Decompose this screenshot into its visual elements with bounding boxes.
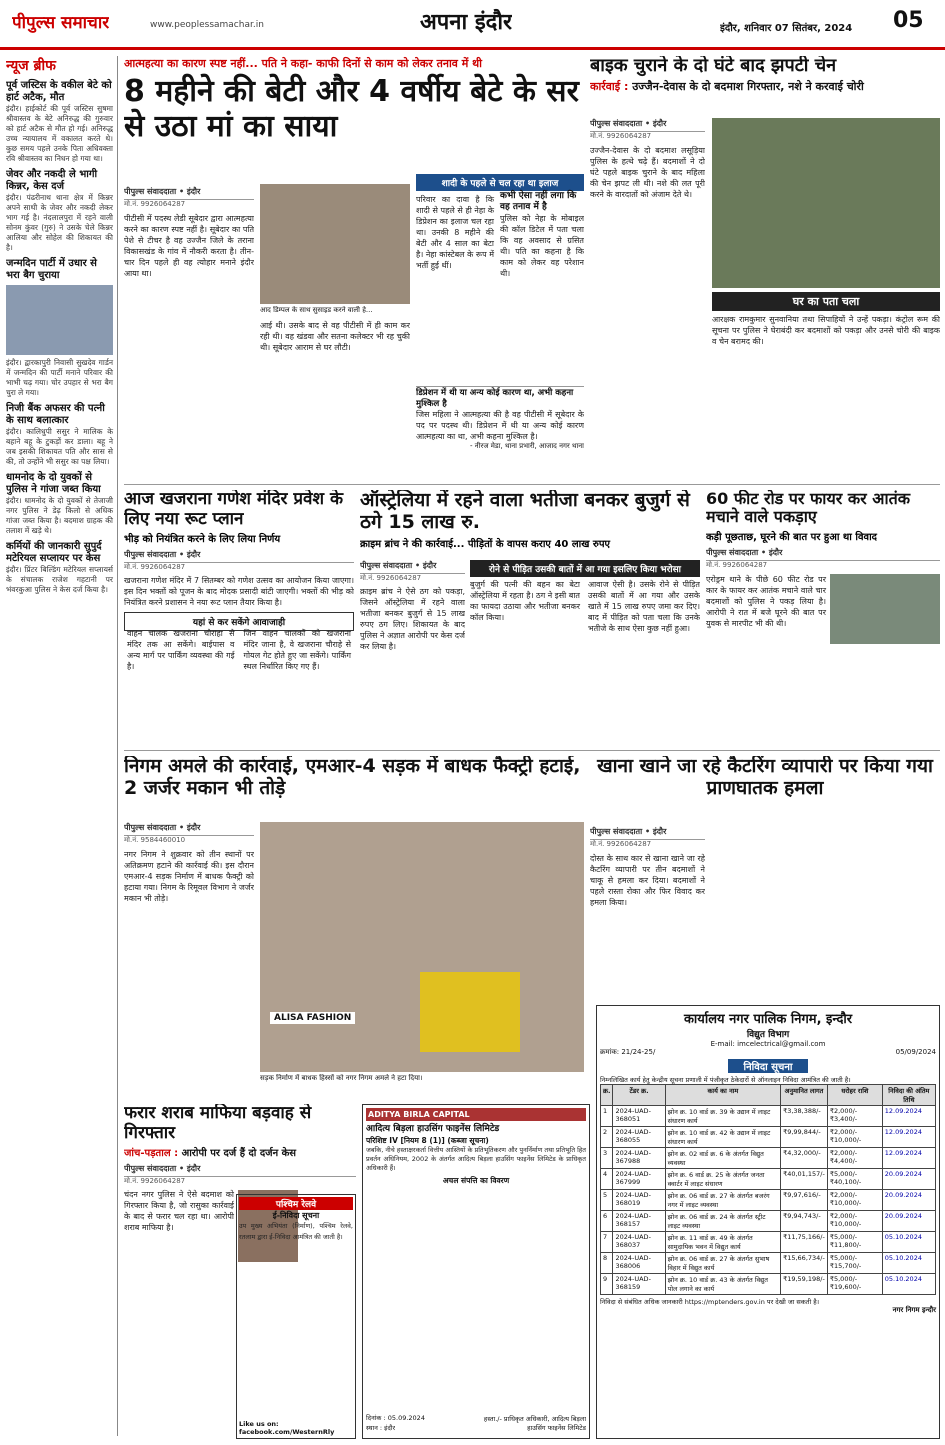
table-cell: 2024-UAD-367988 bbox=[613, 1148, 665, 1169]
tender-ref: क्रमांक: 21/24-25/ bbox=[600, 1048, 656, 1056]
newspaper-logo: पीपुल्स समाचार bbox=[12, 13, 110, 33]
ad-title: कार्यालय नगर पालिक निगम, इन्दौर bbox=[683, 1012, 853, 1027]
column-header: टेंडर क्र. bbox=[613, 1085, 665, 1106]
table-cell: झोन क्र. 11 वार्ड क्र. 49 के अंतर्गत सामुदायिक भवन में विद्युत कार्य bbox=[665, 1232, 780, 1253]
box-title: रोने से पीड़ित उसकी बातों में आ गया इसलिए किया भरोसा bbox=[470, 560, 700, 577]
ad-body: उप मुख्य अभियंता (निर्माण), पश्चिम रेलवे, रतलाम द्वारा ई-निविदा आमंत्रित की जाती है। bbox=[239, 1222, 353, 1241]
table-cell: 05.10.2024 bbox=[882, 1253, 935, 1274]
masthead bbox=[0, 0, 945, 50]
brief-heading: धामनोद के दो युवकों से पुलिस ने गांजा जब्त किया bbox=[6, 472, 101, 495]
aditya-birla-ad bbox=[362, 1104, 590, 1439]
brief-text: इंदौर। प्रिंटर बिल्डिंग मटेरियल सप्लायर्स के संचालक राजेश गहटानी पर भंवरकुआ पुलिस ने केस दर्ज किया है। bbox=[6, 565, 113, 594]
tender-sign: नगर निगम इन्दौर bbox=[892, 1306, 936, 1314]
table-cell: ₹15,66,734/- bbox=[781, 1253, 828, 1274]
table-cell: 5 bbox=[601, 1190, 613, 1211]
brief-item bbox=[6, 80, 113, 164]
story-mobile: मो.नं. 9926064287 bbox=[124, 563, 186, 572]
table-cell: 12.09.2024 bbox=[882, 1148, 935, 1169]
story-photo bbox=[260, 184, 410, 304]
box-title: शादी के पहले से चल रहा था इलाज bbox=[416, 174, 584, 191]
table-cell: 2 bbox=[601, 1127, 613, 1148]
story-headline: 8 महीने की बेटी और 4 वर्षीय बेटे के सर से उठा मां का साया bbox=[124, 74, 579, 144]
table-cell: 6 bbox=[601, 1211, 613, 1232]
table-cell: 2024-UAD-368019 bbox=[613, 1190, 665, 1211]
story-suicide bbox=[124, 56, 584, 480]
story-byline: पीपुल्स संवाददाता • इंदौर bbox=[360, 560, 465, 574]
table-cell: झोन क्र. 02 वार्ड क्र. 6 के अंतर्गत विद्युत व्यवस्था bbox=[665, 1148, 780, 1169]
story-body: एरोड्रम थाने के पीछे 60 फीट रोड पर कार के फायर कर आतंक मचाने वाले चार बदमाशों को पुलिस ने पकड़ लिया है। आरोपी ने रात में बजे घूरने की बात पर युवक से मारपीट भी की थी। bbox=[706, 574, 826, 628]
brief-text: इंदौर। पंढरीनाथ थाना क्षेत्र में किन्नर अपने साथी के जेवर और नकदी लेकर भाग गई है। नंदलालपुरा में रहने वाली सोनम कुंवर (गुरु) ने उसके चेले किन्नर आलिया और सोहेल की शिकायत की है। bbox=[6, 193, 113, 252]
website-url[interactable]: www.peoplessamachar.in bbox=[150, 20, 264, 30]
table-row bbox=[601, 1169, 936, 1190]
story-body: क्राइम ब्रांच ने ऐसे ठग को पकड़ा, जिसने ऑस्ट्रेलिया में रहने वाला भतीजा बनकर बुजुर्ग से 15 लाख रुपए ठग लिए। शिकायत के बाद पुलिस ने अज्ञात आरोपी पर केस दर्ज कर लिया है। bbox=[360, 587, 465, 651]
table-row bbox=[601, 1232, 936, 1253]
notice-title: परिशिष्ट IV [नियम 8 (1)] (कब्जा सूचना) bbox=[366, 1136, 489, 1145]
story-mobile: मो.नं. 9926064287 bbox=[590, 132, 652, 140]
table-cell: ₹5,000/- ₹40,100/- bbox=[827, 1169, 882, 1190]
table-cell: 3 bbox=[601, 1148, 613, 1169]
tender-title: निविदा सूचना bbox=[728, 1059, 808, 1073]
table-cell: 12.09.2024 bbox=[882, 1127, 935, 1148]
table-cell: 1 bbox=[601, 1106, 613, 1127]
shop-sign: ALISA FASHION bbox=[270, 1012, 355, 1024]
brief-item bbox=[6, 403, 113, 467]
story-sub: भीड़ को नियंत्रित करने के लिए लिया निर्णय bbox=[124, 534, 281, 546]
quote-author: - नीरज मेडा, थाना प्रभारी, आजाद नगर थाना bbox=[470, 442, 584, 450]
table-cell: झोन क्र. 10 वार्ड क्र. 39 के उद्यान में लाइट संधारण कार्य bbox=[665, 1106, 780, 1127]
caption-text: आरक्षक रामकुमार सुनवानिया तथा सिपाहियों ने उन्हें पकड़ा। कंट्रोल रूम की सूचना पर पुलिस ने घेराबंदी कर बदमाशों को पकड़ा और उनसे चोरी की बाइक व चेन बरामद की। bbox=[712, 315, 940, 346]
table-cell: 05.10.2024 bbox=[882, 1232, 935, 1253]
table-cell: ₹9,94,743/- bbox=[781, 1211, 828, 1232]
story-mobile: मो.नं. 9926064287 bbox=[706, 560, 768, 569]
table-cell: ₹40,01,157/- bbox=[781, 1169, 828, 1190]
story-kicker: उज्जैन-देवास के दो बदमाश गिरफ्तार, नशे ने करवाई चोरी bbox=[632, 79, 864, 93]
table-cell: 20.09.2024 bbox=[882, 1190, 935, 1211]
story-body: चंदन नगर पुलिस ने ऐसे बदमाश को गिरफ्तार किया है, जो रासुका कार्रवाई के बाद से फरार चल रहा था। आरोपी शराब माफिया है। bbox=[124, 1190, 234, 1233]
story-byline: पीपुल्स संवाददाता • इंदौर bbox=[124, 822, 254, 836]
table-row bbox=[601, 1190, 936, 1211]
story-byline: पीपुल्स संवाददाता • इंदौर bbox=[590, 118, 705, 132]
story-byline: पीपुल्स संवाददाता • इंदौर bbox=[124, 1163, 356, 1177]
brief-heading: निजी बैंक अफसर की पत्नी के साथ बलात्कार bbox=[6, 403, 105, 426]
railway-ad bbox=[236, 1194, 356, 1439]
edition-date: इंदौर, शनिवार 07 सितंबर, 2024 bbox=[720, 23, 853, 34]
column-header: क्र. bbox=[601, 1085, 613, 1106]
brief-text: इंदौर। कालिधुपी ससुर ने मालिक के बहाने बहू के टुकड़ों कर डाला। बहू ने जब इसकी शिकायत पति और सास से की, तो उन्होंने भी ससुर का पक्ष लिया। bbox=[6, 427, 113, 466]
kicker-label: कार्रवाई : bbox=[590, 79, 629, 93]
story-body: नगर निगम ने शुक्रवार को तीन स्थानों पर अतिक्रमण हटाने की कार्रवाई की। इस दौरान एमआर-4 सड़क निर्माण में बाधक फैक्ट्री को हटाया गया। निगम के रिमूवल विभाग ने जर्जर मकान भी तोड़े। bbox=[124, 850, 254, 903]
table-cell: ₹19,59,198/- bbox=[781, 1274, 828, 1295]
story-sub: आरोपी पर दर्ज हैं दो दर्जन केस bbox=[181, 1148, 297, 1160]
table-cell: 9 bbox=[601, 1274, 613, 1295]
story-byline: पीपुल्स संवाददाता • इंदौर bbox=[124, 186, 254, 200]
brief-item bbox=[6, 258, 113, 398]
story-headline: 60 फीट रोड पर फायर कर आतंक मचाने वाले पकड़ाए bbox=[706, 490, 911, 527]
quote-text: जिस महिला ने आत्महत्या की है वह पीटीसी में सूबेदार के पद पर पदस्थ थी। डिप्रेशन में थी या अन्य कोई कारण आत्महत्या का था, अभी कहना मुश्किल है। bbox=[416, 410, 584, 441]
table-cell: 20.09.2024 bbox=[882, 1211, 935, 1232]
brief-item bbox=[6, 472, 113, 536]
story-byline: पीपुल्स संवाददाता • इंदौर bbox=[706, 547, 940, 561]
divider bbox=[124, 484, 940, 485]
story-photo bbox=[830, 574, 940, 644]
table-cell: 2024-UAD-367999 bbox=[613, 1169, 665, 1190]
story-body: खजराना गणेश मंदिर में 7 सितम्बर को गणेश उत्सव का आयोजन किया जाएगा। इस दिन भक्तों को पूजन के बाद मोदक प्रसादी बांटी जाएगी। भक्तों की भीड़ को नियंत्रित करने प्रशासन ने नया रूट प्लान तैयार किया है। bbox=[124, 576, 354, 608]
table-cell: झोन क्र. 10 वार्ड क्र. 43 के अंतर्गत विद्युत पोल लगाने का कार्य bbox=[665, 1274, 780, 1295]
brief-photo bbox=[6, 285, 113, 355]
brief-heading: जेवर और नकदी ले भागी किन्नर, केस दर्ज bbox=[6, 169, 98, 192]
table-row bbox=[601, 1274, 936, 1295]
table-cell: ₹2,000/- ₹10,000/- bbox=[827, 1211, 882, 1232]
column-header: निविदा की अंतिम तिथि bbox=[882, 1085, 935, 1106]
table-row bbox=[601, 1148, 936, 1169]
table-cell: 4 bbox=[601, 1169, 613, 1190]
table-cell: ₹2,000/- ₹3,400/- bbox=[827, 1106, 882, 1127]
section-title: अपना इंदौर bbox=[420, 10, 513, 35]
story-nagar-nigam bbox=[124, 756, 584, 1096]
story-catering-attack bbox=[590, 756, 940, 1001]
box-title: यहां से कर सकेंगे आवाजाही bbox=[192, 618, 286, 629]
ad-company: आदित्य बिड़ला हाउसिंग फाइनेंस लिमिटेड bbox=[366, 1124, 500, 1134]
table-cell: ₹5,000/- ₹11,800/- bbox=[827, 1232, 882, 1253]
table-cell: ₹9,99,844/- bbox=[781, 1127, 828, 1148]
brief-heading: पूर्व जस्टिस के वकील बेटे को हार्ट अटैक, मौत bbox=[6, 80, 112, 103]
story-byline: पीपुल्स संवाददाता • इंदौर bbox=[124, 549, 354, 563]
story-mobile: मो.नं. 9584460010 bbox=[124, 836, 186, 844]
table-cell: 2024-UAD-368037 bbox=[613, 1232, 665, 1253]
table-cell: ₹5,000/- ₹19,600/- bbox=[827, 1274, 882, 1295]
table-cell: 2024-UAD-368055 bbox=[613, 1127, 665, 1148]
photo-caption: आद डिम्पल के साथ सुसाइड करने वाली हे... bbox=[260, 306, 373, 314]
story-mobile: मो.नं. 9926064287 bbox=[360, 574, 422, 582]
table-cell: ₹2,000/- ₹10,000/- bbox=[827, 1127, 882, 1148]
table-cell: ₹5,000/- ₹15,700/- bbox=[827, 1253, 882, 1274]
notice-date: दिनांक : 05.09.2024 bbox=[366, 1414, 425, 1422]
table-row bbox=[601, 1127, 936, 1148]
tender-date: 05/09/2024 bbox=[895, 1048, 936, 1056]
tender-table-body bbox=[601, 1106, 936, 1295]
story-mobile: मो.नं. 9926064287 bbox=[124, 200, 186, 208]
nagar-nigam-tender-ad bbox=[596, 1005, 940, 1439]
brief-text: इंदौर। धामनोद के दो युवकों से तेजाजी नगर पुलिस ने डेढ़ किलो से अधिक गांजा जब्त किया है। बदमाश ग्राहक की तलाश में खड़े थे। bbox=[6, 496, 113, 535]
table-cell: झोन क्र. 06 वार्ड क्र. 27 के अंतर्गत सुभाष विहार में विद्युत कार्य bbox=[665, 1253, 780, 1274]
ad-brand: ADITYA BIRLA CAPITAL bbox=[366, 1108, 586, 1121]
table-cell: ₹2,000/- ₹10,000/- bbox=[827, 1190, 882, 1211]
sidebar-title: न्यूज ब्रीफ bbox=[6, 58, 56, 74]
bulldozer bbox=[420, 972, 520, 1052]
quote-title: डिप्रेशन में थी या अन्य कोई कारण था, अभी कहना मुश्किल है bbox=[416, 388, 574, 409]
story-chain-snatch bbox=[590, 56, 940, 480]
brief-heading: कर्मियों की जानकारी सुपुर्द मटेरियल सप्लायर पर केस bbox=[6, 541, 102, 564]
table-cell: 05.10.2024 bbox=[882, 1274, 935, 1295]
story-mobile: मो.नं. 9926064287 bbox=[124, 1177, 186, 1186]
box-right: जिन वाहन चालकों को खजराना मंदिर जाना है, वे खजराना चौराहे से गोयल गेट होते हुए जा सकेंगे। पार्किंग स्थल निर्धारित किए गए हैं। bbox=[243, 629, 351, 672]
photo-caption: सड़क निर्माण में बाधक हिस्सों को नगर निगम अमले ने हटा दिया। bbox=[260, 1074, 423, 1082]
table-cell: झोन क्र. 06 वार्ड क्र. 27 के अंतर्गत बजरंग नगर में लाइट व्यवस्था bbox=[665, 1190, 780, 1211]
story-khajrana bbox=[124, 490, 354, 745]
story-headline: खाना खाने जा रहे कैटरिंग व्यापारी पर किया गया प्राणघातक हमला bbox=[597, 756, 933, 799]
table-cell: ₹11,75,166/- bbox=[781, 1232, 828, 1253]
table-row bbox=[601, 1106, 936, 1127]
story-headline: बाइक चुराने के दो घंटे बाद झपटी चेन bbox=[590, 56, 837, 76]
box-body: बुजुर्ग की पत्नी की बहन का बेटा ऑस्ट्रेलिया में रहता है। ठग ने इसी बात का फायदा उठाया और भतीजा बनकर कॉल किया। bbox=[470, 580, 580, 622]
story-headline: निगम अमले की कार्रवाई, एमआर-4 सड़क में बाधक फैक्ट्री हटाई, 2 जर्जर मकान भी तोड़े bbox=[124, 756, 581, 799]
sub-label: जांच-पड़ताल : bbox=[124, 1148, 179, 1160]
schedule-title: अचल संपत्ति का विवरण bbox=[442, 1176, 510, 1185]
ad-subtitle: ई-निविदा सूचना bbox=[272, 1211, 320, 1220]
photo-caption: घर का पता चला bbox=[712, 292, 940, 311]
table-cell: झोन क्र. 6 वार्ड क्र. 25 के अंतर्गत जनता क्वार्टर में लाइट संधारण bbox=[665, 1169, 780, 1190]
story-sub: क्राइम ब्रांच ने की कार्रवाई... पीड़ितों के वापस कराए 40 लाख रुपए bbox=[360, 538, 611, 550]
side-box-body: पुलिस को नेहा के मोबाइल की कॉल डिटेल में पता चला कि वह अवसाद से ग्रसित थी। पति का कहना है कि काम को लेकर वह परेशान थी। bbox=[500, 214, 584, 278]
table-cell: 20.09.2024 bbox=[882, 1169, 935, 1190]
brief-item bbox=[6, 169, 113, 253]
brief-heading: जन्मदिन पार्टी में उधार से भरा बैग चुराया bbox=[6, 258, 97, 281]
story-mobile: मो.नं. 9926064287 bbox=[590, 840, 652, 848]
page-number: 05 bbox=[893, 8, 924, 33]
story-australia-fraud bbox=[360, 490, 700, 745]
column-header: धरोहर राशि bbox=[827, 1085, 882, 1106]
tender-footer: निविदा से संबंधित अधिक जानकारी https://mptenders.gov.in पर देखी जा सकती है। bbox=[600, 1298, 820, 1306]
table-cell: 2024-UAD-368006 bbox=[613, 1253, 665, 1274]
story-byline: पीपुल्स संवाददाता • इंदौर bbox=[590, 826, 705, 840]
table-cell: 2024-UAD-368159 bbox=[613, 1274, 665, 1295]
story-body: पीटीसी में पदस्थ लेडी सूबेदार द्वारा आत्महत्या करने का कारण स्पष्ट नहीं है। सूबेदार का पति पेशे से टीचर है वह उज्जैन जिले के तराना विकासखंड के गांव में नौकरी करता है। तीन-चार दिन पहले ही वह त्योहार मनाने इंदौर आया था। bbox=[124, 214, 254, 278]
brief-item bbox=[6, 541, 113, 595]
story-body: आई थी। उसके बाद से वह पीटीसी में ही काम कर रही थी। वह खंडवा और सतना कलेक्टर भी रह चुकी थी। सूबेदार आराम से घर लौटी। bbox=[260, 321, 410, 352]
box-body: परिवार का दावा है कि शादी से पहले से ही नेहा के डिप्रेशन का इलाज चल रहा था। उनकी 8 महीने की बेटी और 4 साल का बेटा है। नेहा कांस्टेबल के रूप में भर्ती हुई थीं। bbox=[416, 195, 494, 270]
brief-text: इंदौर। हाईकोर्ट की पूर्व जस्टिस सुषमा श्रीवास्तव के बेटे अनिरुद्ध की गुरुवार को हार्ट अटैक से मौत हो गई। अनिरुद्ध उच्च न्यायालय में वकालत करते थे। कुछ समय पहले उनके पिता अधिवक्ता रवि श्रीवास्तव का निधन हो गया था। bbox=[6, 104, 113, 163]
table-cell: ₹4,32,000/- bbox=[781, 1148, 828, 1169]
notice-body: जबकि, नीचे हस्ताक्षरकर्ता वित्तीय आस्तियों के प्रतिभूतिकरण और पुनर्निर्माण तथा प्रतिभूति हित प्रवर्तन अधिनियम, 2002 के अंतर्गत आदित्य बिड़ला हाउसिंग फाइनेंस लिमिटेड के प्राधिकृत अधिकारी हैं। bbox=[366, 1146, 586, 1172]
story-firing bbox=[706, 490, 940, 745]
story-headline: फरार शराब माफिया बड़वाह से गिरफ्तार bbox=[124, 1104, 312, 1143]
column-header: अनुमानित लागत bbox=[781, 1085, 828, 1106]
ad-dept: विद्युत विभाग bbox=[746, 1030, 790, 1040]
notice-sign: हस्ता./- प्राधिकृत अधिकारी, आदित्य बिड़ला हाउसिंग फाइनेंस लिमिटेड bbox=[483, 1415, 586, 1432]
story-photo bbox=[712, 118, 940, 288]
tender-intro: निम्नलिखित कार्य हेतु केन्द्रीय सूचना प्रणाली में पंजीकृत ठेकेदारों से ऑनलाइन निविदा आमंत्रित की जाती है। bbox=[600, 1076, 851, 1084]
column-header: कार्य का नाम bbox=[665, 1085, 780, 1106]
ad-footer[interactable]: Like us on: facebook.com/WesternRly bbox=[239, 1420, 335, 1436]
story-headline: ऑस्ट्रेलिया में रहने वाला भतीजा बनकर बुजुर्ग से ठगे 15 लाख रु. bbox=[360, 490, 690, 533]
table-cell: झोन क्र. 06 वार्ड क्र. 24 के अंतर्गत स्ट्रीट लाइट व्यवस्था bbox=[665, 1211, 780, 1232]
table-cell: ₹9,97,616/- bbox=[781, 1190, 828, 1211]
table-header-row bbox=[601, 1085, 936, 1106]
brief-text: इंदौर। द्वारकापुरी निवासी सुखदेव गार्डन में जन्मदिन की पार्टी मनाने परिवार की भाभी चढ़ गया। चोर उपहार से भरा बैग चुरा ले गया। bbox=[6, 358, 113, 397]
table-cell: 2024-UAD-368051 bbox=[613, 1106, 665, 1127]
tender-table bbox=[600, 1084, 936, 1295]
table-cell: ₹3,38,388/- bbox=[781, 1106, 828, 1127]
divider bbox=[124, 750, 940, 751]
story-body: आवाज ऐसी है। उसके रोने से पीड़ित उसकी बातों में आ गया और उसके खाते में 15 लाख रुपए जमा कर दिए। बाद में पीड़ित को पता चला कि उनके भतीजे के साथ ऐसा कुछ नहीं हुआ। bbox=[588, 580, 700, 633]
table-cell: 2024-UAD-368157 bbox=[613, 1211, 665, 1232]
table-row bbox=[601, 1211, 936, 1232]
story-photo bbox=[260, 822, 584, 1072]
news-brief-sidebar bbox=[6, 56, 118, 1436]
story-body: दोस्त के साथ कार से खाना खाने जा रहे कैटरिंग व्यापारी पर तीन बदमाशों ने चाकू से हमला कर दिया। बदमाशों ने पहले रास्ता रोका और फिर विवाद कर हमला किया। bbox=[590, 854, 705, 907]
table-row bbox=[601, 1253, 936, 1274]
story-sub: कड़ी पूछताछ, घूरने की बात पर हुआ था विवाद bbox=[706, 531, 877, 543]
ad-email[interactable]: E-mail: imcelectrical@gmail.com bbox=[710, 1040, 826, 1048]
side-box-title: कभी ऐसा नहीं लगा कि वह तनाव में है bbox=[500, 191, 577, 212]
table-cell: 12.09.2024 bbox=[882, 1106, 935, 1127]
box-left: वाहन चालक खजराना चौराहा से मंदिर तक आ सकेंगे। बाईपास व अन्य मार्ग पर पार्किंग व्यवस्था की गई है। bbox=[127, 629, 235, 672]
table-cell: झोन क्र. 10 वार्ड क्र. 42 के उद्यान में लाइट संधारण कार्य bbox=[665, 1127, 780, 1148]
table-cell: ₹2,000/- ₹4,400/- bbox=[827, 1148, 882, 1169]
story-body: उज्जैन-देवास के दो बदमाश लसूड़िया पुलिस के हत्थे चढ़े हैं। बदमाशों ने दो घंटे पहले बाइक चुराने के बाद महिला की चेन झपट ली थी। नशे की लत पूरी करने के वारदातों को अंजाम देते थे। bbox=[590, 146, 705, 199]
story-kicker: आत्महत्या का कारण स्पष्ट नहीं... पति ने कहा- काफी दिनों से काम को लेकर तनाव में थी bbox=[124, 57, 483, 70]
story-headline: आज खजराना गणेश मंदिर प्रवेश के लिए नया रूट प्लान bbox=[124, 490, 344, 529]
table-cell: 7 bbox=[601, 1232, 613, 1253]
table-cell: 8 bbox=[601, 1253, 613, 1274]
notice-place: स्थान : इंदौर bbox=[366, 1424, 396, 1432]
ad-title: पश्चिम रेलवे bbox=[239, 1197, 353, 1210]
